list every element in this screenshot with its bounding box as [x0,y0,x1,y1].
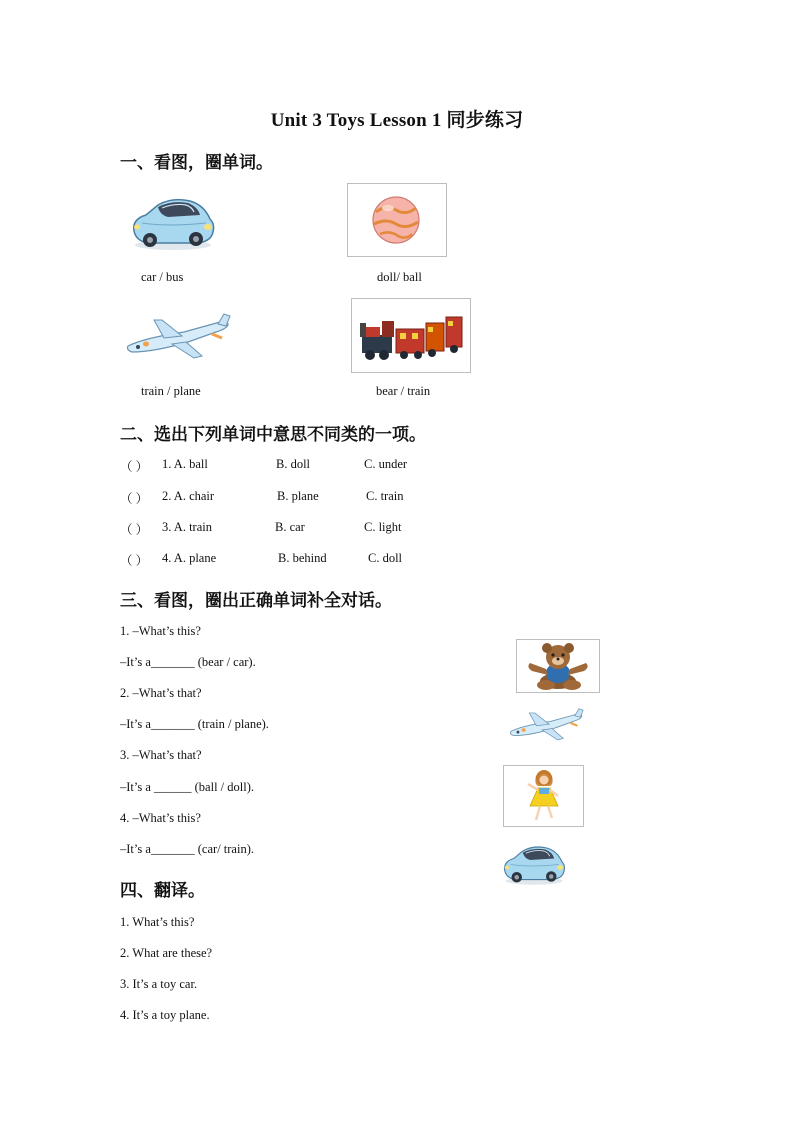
s2-row1-b: B. doll [276,457,311,471]
s2-row1-c: C. under [364,457,408,471]
s2-row1-a: 1. A. ball [162,457,208,471]
s1-label-2: doll/ ball [377,270,422,284]
s2-row4-c: C. doll [368,551,403,565]
s2-row3-b: B. car [275,520,305,534]
s4-line-1: 1. What’s this? [120,915,195,929]
s2-row3-a: 3. A. train [162,520,212,534]
bear-image-frame [516,639,600,693]
s2-row2-a: 2. A. chair [162,489,215,503]
plane-icon [124,312,234,362]
s4-line-3: 3. It’s a toy car. [120,977,198,991]
s1-label-3: train / plane [141,384,201,398]
s3-line-7: 4. –What’s this? [120,811,201,825]
train-image-frame [351,298,471,373]
s3-line-4: –It’s a_______ (train / plane). [120,717,269,731]
s3-line-1: 1. –What’s this? [120,624,201,638]
s1-label-1: car / bus [141,270,184,284]
plane-icon-2 [508,707,586,743]
toy-car-icon [128,193,218,253]
toy-car-icon-2 [500,842,568,887]
page-title: Unit 3 Toys Lesson 1 同步练习 [270,110,524,131]
s3-line-5: 3. –What’s that? [120,748,202,762]
s2-row2-b: B. plane [277,489,319,503]
s3-line-6: –It’s a ______ (ball / doll). [120,780,255,794]
s4-line-4: 4. It’s a toy plane. [120,1008,210,1022]
ball-icon [366,190,426,250]
doll-icon [514,766,574,826]
section2-heading: 二、选出下列单词中意思不同类的一项。 [120,425,426,444]
s2-row2-c: C. train [366,489,404,503]
s3-line-8: –It’s a_______ (car/ train). [120,842,254,856]
s2-row2-bracket: （ ） [120,492,149,506]
section3-heading: 三、看图，圈出正确单词补全对话。 [120,591,392,610]
bear-icon [518,641,598,691]
ball-image-frame [347,183,447,257]
s2-row4-a: 4. A. plane [162,551,217,565]
train-icon [356,305,466,365]
doll-image-frame [503,765,584,827]
s2-row1-bracket: （ ） [120,460,149,474]
section4-heading: 四、翻译。 [120,881,205,900]
s2-row3-bracket: （ ） [120,523,149,537]
s3-line-2: –It’s a_______ (bear / car). [120,655,256,669]
s4-line-2: 2. What are these? [120,946,213,960]
s2-row4-b: B. behind [278,551,327,565]
s2-row4-bracket: （ ） [120,554,149,568]
s1-label-4: bear / train [376,384,431,398]
section1-heading: 一、看图，圈单词。 [120,153,273,172]
s2-row3-c: C. light [364,520,402,534]
s3-line-3: 2. –What’s that? [120,686,202,700]
